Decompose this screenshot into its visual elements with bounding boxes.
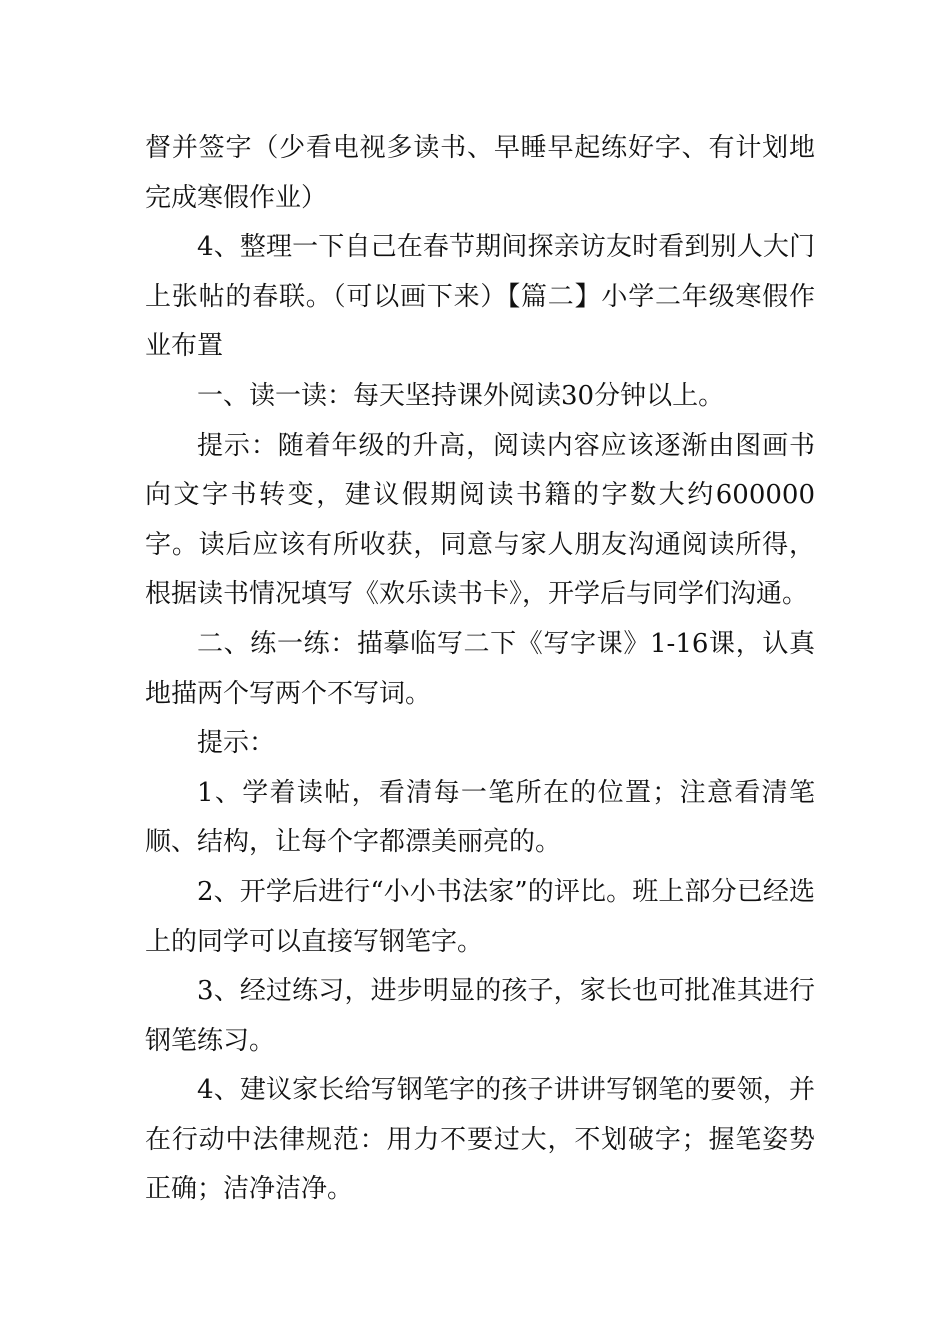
paragraph-tip-3: 3、经过练习，进步明显的孩子，家长也可批准其进行钢笔练习。 bbox=[145, 976, 815, 1056]
paragraph-reading-tip: 提示：随着年级的升高，阅读内容应该逐渐由图画书向文字书转变，建议假期阅读书籍的字数大约600000字。读后应该有所收获，同意与家人朋友沟通阅读所得，根据读书情况填写《欢乐读书卡》，开学后与同学们沟通。 bbox=[145, 430, 815, 610]
paragraph-continuation: 督并签字（少看电视多读书、早睡早起练好字、有计划地完成寒假作业） bbox=[145, 133, 815, 213]
paragraph-tip-2: 2、开学后进行“小小书法家”的评比。班上部分已经选上的同学可以直接写钢笔字。 bbox=[145, 876, 815, 957]
paragraph-section-practice: 二、练一练：描摹临写二下《写字课》1-16课，认真地描两个写两个不写词。 bbox=[145, 628, 815, 709]
paragraph-tip-1: 1、学着读帖，看清每一笔所在的位置；注意看清笔顺、结构，让每个字都漂美丽亮的。 bbox=[145, 777, 815, 858]
paragraph-tip-heading: 提示： bbox=[197, 728, 276, 759]
paragraph-item-4-couplets: 4、整理一下自己在春节期间探亲访友时看到别人大门上张帖的春联。（可以画下来）【篇二】小学二年级寒假作业布置 bbox=[145, 232, 815, 362]
document-body bbox=[145, 124, 815, 1215]
paragraph-section-read: 一、读一读：每天坚持课外阅读30分钟以上。 bbox=[197, 380, 725, 411]
paragraph-tip-4: 4、建议家长给写钢笔字的孩子讲讲写钢笔的要领，并在行动中法律规范：用力不要过大，不划破字；握笔姿势正确；洁净洁净。 bbox=[145, 1075, 815, 1205]
